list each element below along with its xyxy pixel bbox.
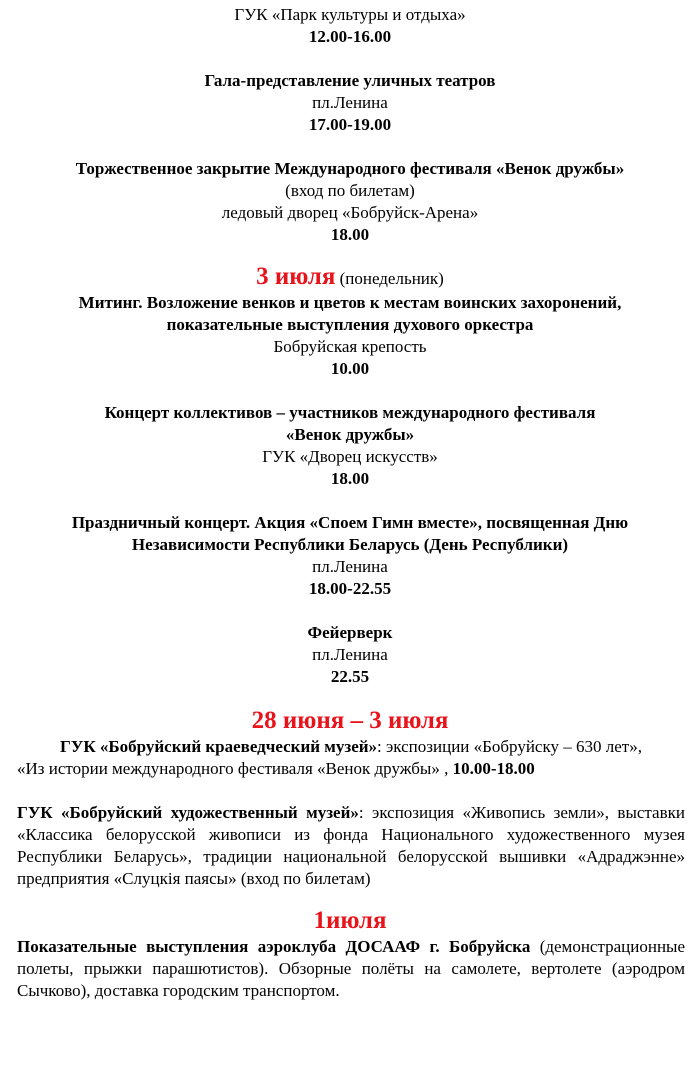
museum1-line2 (17, 758, 685, 780)
event-holiday-time: 18.00-22.55 (308, 579, 392, 598)
day1-title: Показательные выступления аэроклуба ДОСААФ г. Бобруйска (17, 937, 531, 956)
range-date: 28 июня – 3 июля (251, 707, 449, 734)
museum2-name: ГУК «Бобруйский художественный музей» (17, 803, 359, 822)
closing-time: 18.00 (330, 225, 370, 244)
park-venue: ГУК «Парк культуры и отдыха» (234, 5, 466, 24)
event-rally-venue: Бобруйская крепость (273, 337, 427, 356)
gala-title: Гала-представление уличных театров (204, 71, 496, 90)
day3-weekday: (понедельник) (335, 269, 444, 288)
museum2-text: : экспозиция «Живопись земли», выставки «Классика белорусской живописи из фонда Национального художественного музея Республики Беларусь», традиции национальной белорусской вышивки «Адраджэнне» предприятия «Слуцкія паясы» (вход по билетам) (17, 803, 685, 888)
museum1-line1 (17, 736, 685, 758)
museum1-time: 10.00-18.00 (452, 759, 535, 778)
day1-paragraph (0, 936, 700, 1002)
museum1-text1: : экспозиции «Бобруйску – 630 лет», (377, 737, 642, 756)
museum1-name: ГУК «Бобруйский краеведческий музей» (60, 737, 378, 756)
event-rally-title-2: показательные выступления духового оркестра (166, 315, 534, 334)
closing-note: (вход по билетам) (285, 181, 415, 200)
closing-title: Торжественное закрытие Международного фестиваля «Венок дружбы» (75, 159, 625, 178)
gala-venue: пл.Ленина (312, 93, 388, 112)
closing-venue: ледовый дворец «Бобруйск-Арена» (221, 203, 479, 222)
museum2-paragraph (0, 802, 700, 890)
gala-time: 17.00-19.00 (308, 115, 392, 134)
event-holiday-title-1: Праздничный концерт. Акция «Споем Гимн вместе», посвященная Дню (71, 513, 629, 532)
day3-date: 3 июля (256, 263, 336, 290)
event-concert-venue: ГУК «Дворец искусств» (262, 447, 438, 466)
event-fireworks-venue: пл.Ленина (312, 645, 388, 664)
event-holiday-venue: пл.Ленина (312, 557, 388, 576)
museum1-text2: «Из истории международного фестиваля «Венок дружбы» , (17, 759, 453, 778)
day3-heading (0, 262, 700, 292)
event-concert-title-2: «Венок дружбы» (285, 425, 415, 444)
event-holiday-title-2: Независимости Республики Беларусь (День Республики) (131, 535, 569, 554)
day1-date: 1июля (313, 907, 387, 934)
event-fireworks-time: 22.55 (330, 667, 370, 686)
event-rally-time: 10.00 (330, 359, 370, 378)
event-concert-title-1: Концерт коллективов – участников международного фестиваля (104, 403, 596, 422)
park-time: 12.00-16.00 (308, 27, 392, 46)
event-rally-title-1: Митинг. Возложение венков и цветов к местам воинских захоронений, (78, 293, 622, 312)
event-concert-time: 18.00 (330, 469, 370, 488)
event-fireworks-title: Фейерверк (307, 623, 393, 642)
day1-text: (демонстрационные полеты, прыжки парашютистов). Обзорные полёты на самолете, вертолете (аэродром Сычково), доставка городским транспортом. (17, 937, 686, 1000)
